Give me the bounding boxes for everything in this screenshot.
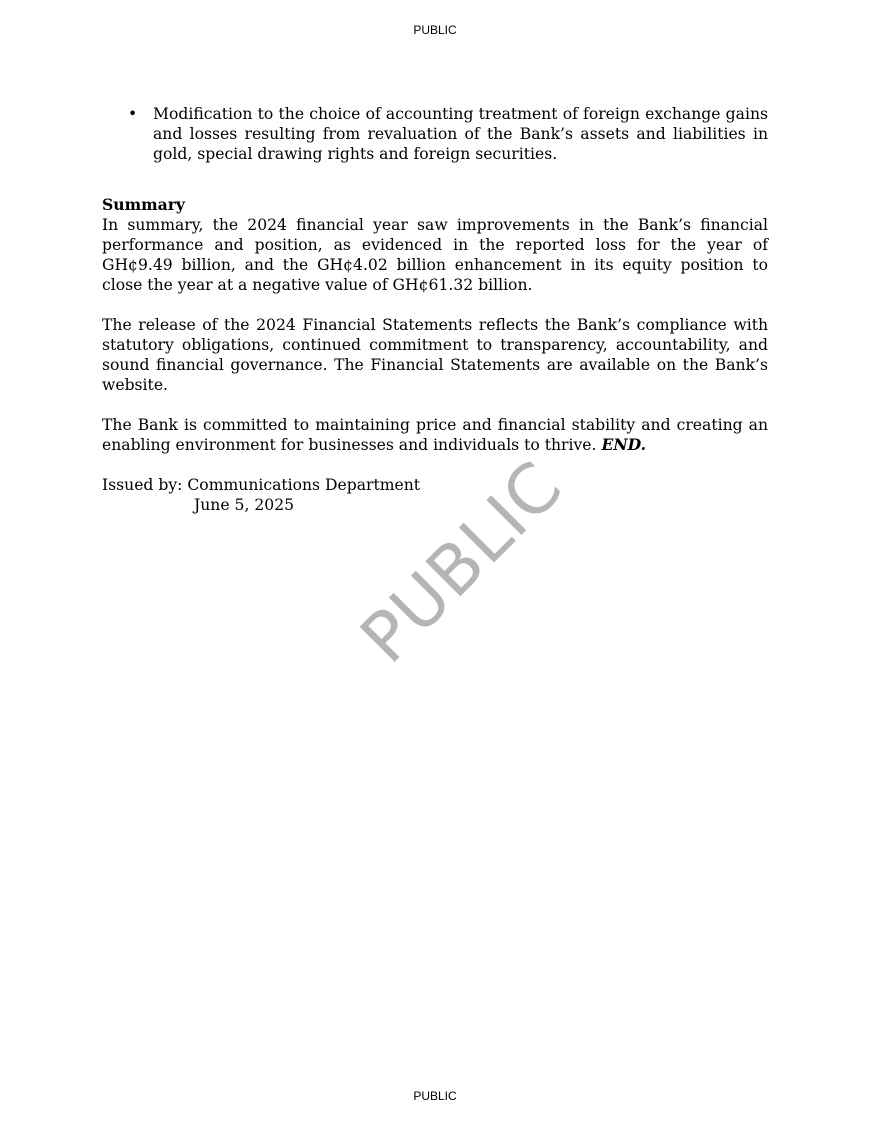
issued-date: June 5, 2025: [194, 496, 295, 514]
issued-block: [102, 475, 768, 515]
release-paragraph: The release of the 2024 Financial Statements reflects the Bank’s compliance with statutory obligations, continued commitment to transparency, accountability, and sound financial governance. The Financial Statements are available on the Bank’s website.: [102, 316, 768, 394]
bullet-text: Modification to the choice of accounting treatment of foreign exchange gains and losses resulting from revaluation of the Bank’s assets and liabilities in gold, special drawing rights and foreign securities.: [153, 105, 768, 163]
watermark-public: PUBLIC: [346, 446, 578, 679]
document-body: [102, 104, 768, 515]
page-footer-classification: PUBLIC: [413, 1089, 457, 1103]
page-header-classification: PUBLIC: [413, 23, 457, 37]
summary-heading: Summary: [102, 195, 185, 214]
bullet-list: [102, 104, 768, 164]
closing-text: The Bank is committed to maintaining price and financial stability and creating an enabling environment for businesses and individuals to thrive.: [102, 416, 768, 454]
closing-paragraph: [102, 415, 768, 455]
bullet-dot-icon: •: [128, 105, 138, 123]
issued-by: Issued by: Communications Department: [102, 476, 421, 494]
bullet-item: [102, 104, 768, 164]
end-mark: END.: [601, 435, 647, 454]
summary-paragraph: In summary, the 2024 financial year saw improvements in the Bank’s financial performance and position, as evidenced in the reported loss for the year of GH¢9.49 billion, and the GH¢4.02 billion enhancement in its equity position to close the year at a negative value of GH¢61.32 billion.: [102, 216, 768, 294]
